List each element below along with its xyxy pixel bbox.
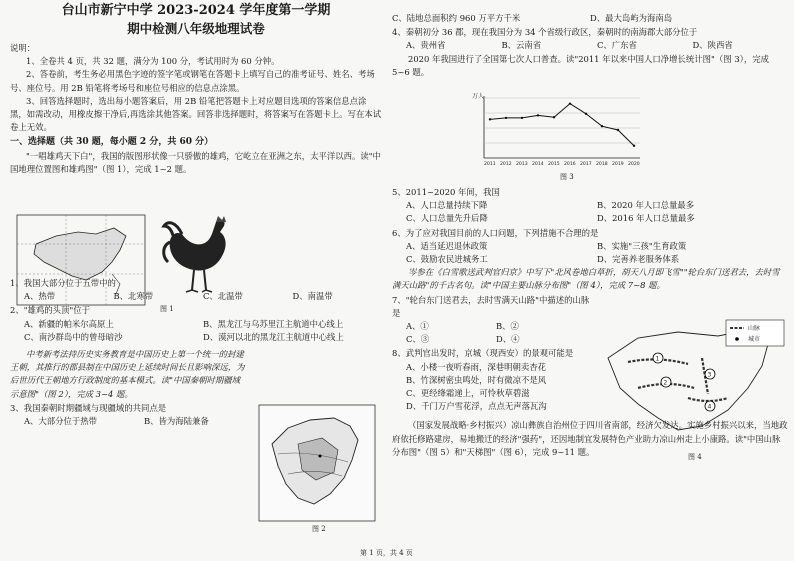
intro-passage: "一唱雄鸡天下白"，我国的版图形状像一只骄傲的雄鸡，它屹立在亚洲之东，太平洋以西。读"中国地理位置图和雄鸡图"（图 1），完成 1~2 题。	[10, 150, 381, 174]
x-tick-label: 2012	[500, 162, 512, 167]
question-stem: 3、我国秦朝时期疆域与现疆域的共同点是	[10, 402, 167, 413]
question-stem: 4、秦朝初分 36 郡，现在我国分为 34 个省级行政区，秦朝时的南海郡大部分位于	[392, 27, 698, 38]
option[interactable]: B、竹深树密虫鸣处，时有微凉不是风	[406, 374, 547, 385]
instruction-item: 3、回答选择题时，选出每小题答案后，用 2B 铅笔把答题卡上对应题目选项的答案信息点涂黑，如需改动，用橡皮擦干净后,再选涂其他答案。回答非选择题时，将答案写在答题卡上。写在本试卷上无效。	[10, 95, 382, 133]
option[interactable]: A、大部分位于热带	[24, 416, 98, 427]
intro-passage: （国家发展战略·乡村振兴）凉山彝族自治州位于四川省南部，经济欠发达。实施乡村振兴以来，当地政府依托修路建房，易地搬迁的经济"强药"，还因地制宜发展特色产业助力凉山州走上小康路。读"中国山脉分布图"（图 5）和"天梯图"（图 6），完成 9~11 题。	[392, 420, 788, 457]
population-growth-chart	[472, 92, 642, 168]
option[interactable]: D、最大岛屿为海南岛	[590, 13, 673, 23]
intro-passage: 2020 年我国进行了全国第七次人口普查。读"2011 年以来中国人口净增长统计图"（图 3），完成 5~6 题。	[392, 53, 769, 77]
gridlines	[484, 98, 640, 143]
legend-item: 山脉	[748, 325, 761, 332]
option[interactable]: B、皆为海陆兼备	[144, 416, 209, 427]
option[interactable]: C、③	[406, 334, 430, 345]
x-tick-label: 2011	[484, 162, 496, 167]
option-row	[392, 39, 788, 52]
instruction-item: 2、答卷前，考生务必用黑色字迹的签字笔或钢笔在答题卡上填写自己的准考证号、姓名、考场号、座位号。用 2B 铅笔将考场号和座位号相应的信息点涂黑。	[10, 69, 375, 93]
x-tick-label: 2020	[628, 162, 640, 167]
option[interactable]: B、实施"三孩"生育政策	[597, 240, 687, 251]
exam-subtitle: 期中检测八年级地理试卷	[127, 21, 265, 36]
question-stem: 8、武判官出发时，京城（现西安）的景观可能是	[392, 348, 574, 359]
data-point	[633, 145, 635, 147]
data-point	[505, 117, 507, 119]
data-point	[489, 118, 491, 120]
option[interactable]: C、北温带	[203, 291, 243, 302]
data-point	[553, 116, 555, 118]
data-point	[601, 125, 603, 127]
option[interactable]: D、完善养老服务体系	[597, 254, 680, 265]
option[interactable]: B、2020 年人口总量最多	[597, 200, 695, 211]
china-mountains-map	[598, 318, 788, 448]
option[interactable]: D、陕西省	[692, 40, 733, 51]
section-heading: 一、选择题（共 30 题，每小题 2 分，共 60 分）	[10, 137, 214, 148]
option-list	[392, 361, 606, 414]
figure-caption: 图 1	[160, 305, 174, 313]
question-stem: 6、为了应对我国目前的人口问题，下列措施不合理的是	[392, 227, 599, 238]
option[interactable]: B、②	[496, 321, 519, 332]
exam-title: 台山市新宁中学 2023-2024 学年度第一学期	[61, 3, 331, 18]
option-row	[392, 320, 586, 333]
option[interactable]: C、广东省	[597, 40, 637, 51]
x-tick-label: 2017	[580, 162, 592, 167]
data-point	[569, 102, 571, 104]
data-point	[537, 114, 539, 116]
option[interactable]: C、更经绛霜递上，可怜秋草碧滋	[406, 388, 530, 399]
option-grid	[392, 240, 788, 266]
data-points	[489, 102, 635, 147]
intro-passage: 岑参在《白雪歌送武判官归京》中写下"北风卷地白草折，胡天八月即飞雪""轮台东门送君去，去时雪满天山路"的千古名句。读"中国主要山脉分布图"（图 4），完成 7~8 题。	[392, 267, 780, 291]
x-tick-label: 2013	[516, 162, 528, 167]
china-location-map	[16, 214, 146, 306]
question-stem: 7、"轮台东门送君去，去时雪满天山路"中描述的山脉	[392, 294, 590, 305]
option[interactable]: A、人口总量持续下降	[406, 200, 488, 211]
svg-text:2: 2	[663, 379, 668, 387]
x-tick-label: 2019	[612, 162, 624, 167]
figure-caption: 图 4	[688, 453, 702, 461]
x-tick-label: 2014	[532, 162, 544, 167]
y-axis-label: 万人	[472, 93, 485, 100]
option[interactable]: A、小楼一夜听春雨，深巷明朝卖杏花	[406, 361, 547, 372]
option[interactable]: D、④	[496, 334, 520, 345]
option[interactable]: B、北寒带	[113, 291, 154, 302]
x-tick-label: 2018	[596, 162, 608, 167]
question-stem: 5、2011~2020 年间，我国	[392, 187, 500, 198]
option[interactable]: A、适当延迟退休政策	[406, 240, 488, 251]
option-row	[392, 333, 586, 346]
question-stem-continued: 是	[392, 307, 401, 318]
legend-item: 城市	[748, 336, 761, 343]
question-stem: 1、我国大部分位于五带中的	[10, 278, 116, 289]
svg-text:4: 4	[707, 403, 712, 411]
option-grid	[392, 199, 788, 225]
svg-text:1: 1	[655, 355, 660, 363]
page-footer: 第 1 页，共 4 页	[360, 549, 413, 557]
option[interactable]: D、千门万户雪花浮，点点无声落瓦沟	[406, 401, 547, 412]
series-line	[490, 104, 634, 146]
option[interactable]: A、新疆的帕米尔高原上	[24, 318, 114, 329]
rooster-illustration	[160, 212, 240, 298]
option[interactable]: C、陆地总面积约 960 万平方千米	[392, 13, 521, 23]
option[interactable]: C、鼓励农民进城务工	[406, 254, 488, 265]
option[interactable]: A、贵州省	[406, 40, 446, 51]
option[interactable]: D、漠河以北的黑龙江主航道中心线上	[203, 331, 344, 342]
option[interactable]: B、云南省	[501, 40, 542, 51]
figure-caption: 图 2	[312, 525, 326, 533]
option[interactable]: B、黑龙江与乌苏里江主航道中心线上	[203, 318, 344, 329]
instruction-item: 1、全卷共 4 页，共 32 题，满分为 100 分，考试用时为 60 分钟。	[26, 56, 280, 67]
intro-passage: 中考新考法持历史实务教育是中国历史上第一个统一的封建王朝，其推行的郡县制在中国历史上延续时间长且影响深远，为后世历代王朝地方行政制度的基本模式。读"中国秦朝时期疆域示意图"（图 2），完成 3~4 题。	[10, 349, 245, 399]
option-row	[10, 415, 264, 428]
data-point	[617, 129, 619, 131]
x-tick-label: 2016	[564, 162, 576, 167]
option-grid	[10, 318, 382, 344]
figure-caption: 图 3	[560, 173, 574, 181]
qin-dynasty-map	[258, 404, 376, 522]
x-tick-label: 2015	[548, 162, 560, 167]
option[interactable]: D、南温带	[292, 291, 333, 302]
instructions-heading: 说明：	[10, 43, 36, 53]
data-point	[585, 113, 587, 115]
x-tick-labels	[484, 161, 640, 167]
option[interactable]: C、人口总量先升后降	[406, 213, 488, 224]
option-row	[392, 12, 788, 25]
option[interactable]: D、2016 年人口总量最多	[597, 213, 695, 224]
question-stem: 2、"雄鸡的头顶"位于	[10, 305, 91, 316]
data-point	[521, 117, 523, 119]
option[interactable]: A、①	[406, 321, 429, 332]
svg-text:3: 3	[707, 371, 712, 379]
option[interactable]: A、热带	[24, 291, 56, 302]
option[interactable]: C、南沙群岛中的曾母暗沙	[24, 331, 123, 342]
